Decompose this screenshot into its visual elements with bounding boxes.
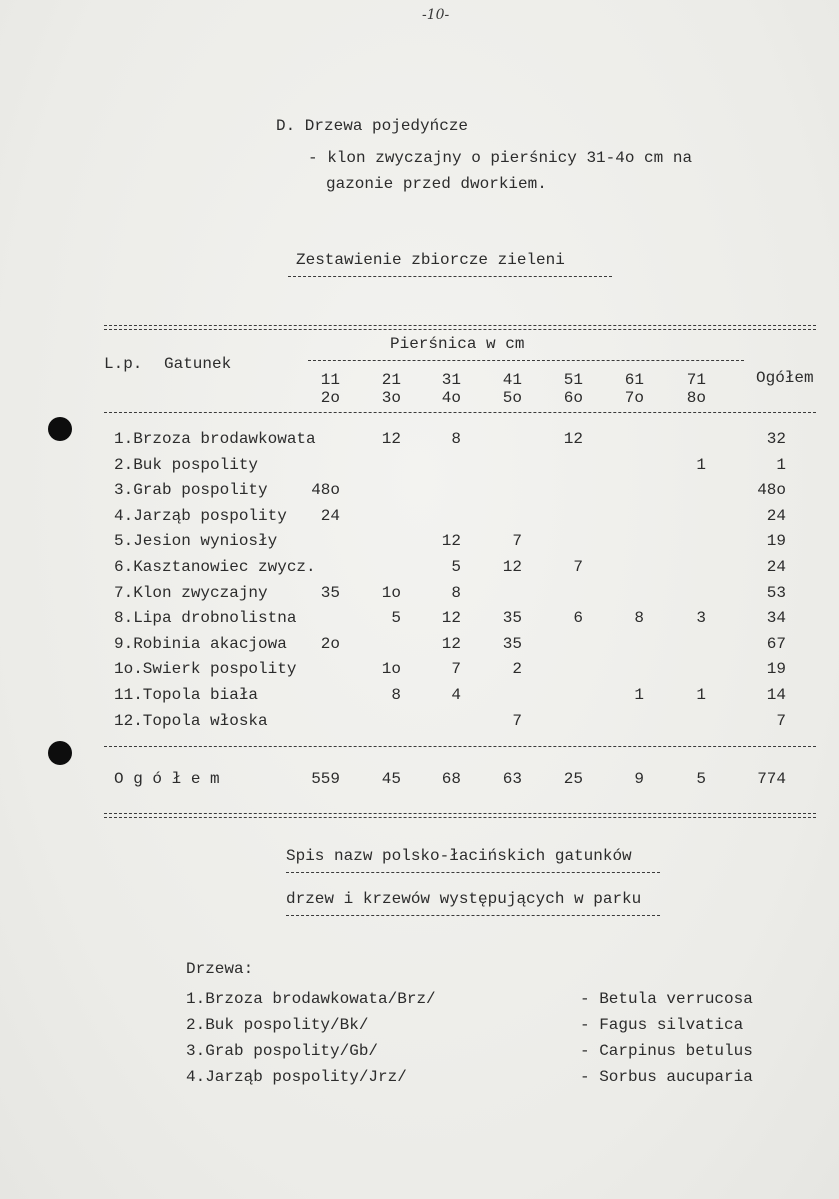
header-rule <box>104 412 816 413</box>
lp-header: L.p. <box>104 355 143 373</box>
tree-polish-name: 4.Jarząb pospolity/Jrz/ <box>186 1068 407 1086</box>
range-to: 6o <box>563 389 583 407</box>
row-value: 8 <box>634 609 644 627</box>
row-value: 12 <box>381 430 401 448</box>
range-from: 21 <box>381 371 401 389</box>
column-total: 559 <box>311 770 340 788</box>
row-value: 24 <box>320 507 340 525</box>
row-species: 1.Brzoza brodawkowata <box>114 430 316 448</box>
row-value: 2o <box>320 635 340 653</box>
range-to: 2o <box>320 389 340 407</box>
row-value: 35 <box>502 609 522 627</box>
range-to: 4o <box>441 389 461 407</box>
tree-latin-name: - Betula verrucosa <box>580 990 753 1008</box>
section-line-2: gazonie przed dworkiem. <box>326 175 547 193</box>
row-species: 9.Robinia akacjowa <box>114 635 287 653</box>
range-from: 61 <box>624 371 644 389</box>
column-total: 25 <box>563 770 583 788</box>
row-species: 7.Klon zwyczajny <box>114 584 268 602</box>
range-from: 41 <box>502 371 522 389</box>
names-title-line-2: drzew i krzewów występujących w parku <box>286 890 642 908</box>
range-from: 11 <box>320 371 340 389</box>
row-value: 12 <box>441 635 461 653</box>
column-total: 5 <box>696 770 706 788</box>
row-value: 2 <box>512 660 522 678</box>
names-title-underline-1 <box>286 872 660 873</box>
body-rule <box>104 746 816 747</box>
row-species: 12.Topola włoska <box>114 712 268 730</box>
row-value: 8 <box>391 686 401 704</box>
tree-latin-name: - Carpinus betulus <box>580 1042 753 1060</box>
table-bottom-rule <box>104 813 816 818</box>
range-to: 8o <box>686 389 706 407</box>
row-total: 34 <box>766 609 786 627</box>
range-from: 51 <box>563 371 583 389</box>
row-value: 12 <box>441 532 461 550</box>
row-species: 4.Jarząb pospolity <box>114 507 287 525</box>
row-value: 12 <box>502 558 522 576</box>
totals-label: O g ó ł e m <box>114 770 220 788</box>
row-value: 4 <box>451 686 461 704</box>
row-species: 6.Kasztanowiec zwycz. <box>114 558 316 576</box>
row-species: 5.Jesion wyniosły <box>114 532 278 550</box>
row-value: 1o <box>381 660 401 678</box>
page-number: -10- <box>422 7 450 23</box>
row-total: 67 <box>766 635 786 653</box>
section-line-1: - klon zwyczajny o pierśnicy 31-4o cm na <box>308 149 693 167</box>
table-top-rule <box>104 325 816 330</box>
row-total: 14 <box>766 686 786 704</box>
row-value: 6 <box>573 609 583 627</box>
column-total: 9 <box>634 770 644 788</box>
row-value: 5 <box>391 609 401 627</box>
row-value: 1 <box>634 686 644 704</box>
column-total: 68 <box>441 770 461 788</box>
total-header: Ogółem <box>756 369 814 387</box>
row-total: 19 <box>766 660 786 678</box>
grand-total: 774 <box>757 770 786 788</box>
tree-polish-name: 3.Grab pospolity/Gb/ <box>186 1042 379 1060</box>
names-title-line-1: Spis nazw polsko-łacińskich gatunków <box>286 847 632 865</box>
tree-latin-name: - Fagus silvatica <box>580 1016 744 1034</box>
row-species: 11.Topola biała <box>114 686 259 704</box>
column-total: 45 <box>381 770 401 788</box>
row-total: 53 <box>766 584 786 602</box>
row-value: 8 <box>451 584 461 602</box>
row-species: 2.Buk pospolity <box>114 456 259 474</box>
row-value: 7 <box>512 712 522 730</box>
row-total: 48o <box>757 481 786 499</box>
summary-title-underline <box>288 276 612 277</box>
range-from: 31 <box>441 371 461 389</box>
section-title: D. Drzewa pojedyńcze <box>276 117 469 135</box>
range-to: 7o <box>624 389 644 407</box>
row-species: 8.Lipa drobnolistna <box>114 609 297 627</box>
diameter-header: Pierśnica w cm <box>390 335 525 353</box>
range-to: 5o <box>502 389 522 407</box>
row-total: 24 <box>766 507 786 525</box>
row-value: 35 <box>320 584 340 602</box>
column-total: 63 <box>502 770 522 788</box>
row-value: 7 <box>451 660 461 678</box>
range-from: 71 <box>686 371 706 389</box>
range-to: 3o <box>381 389 401 407</box>
trees-label: Drzewa: <box>186 960 254 978</box>
row-value: 48o <box>311 481 340 499</box>
tree-polish-name: 2.Buk pospolity/Bk/ <box>186 1016 369 1034</box>
punch-hole <box>48 741 72 765</box>
row-value: 1 <box>696 686 706 704</box>
row-total: 7 <box>776 712 786 730</box>
row-total: 32 <box>766 430 786 448</box>
summary-title: Zestawienie zbiorcze zieleni <box>296 251 565 269</box>
row-total: 24 <box>766 558 786 576</box>
row-value: 35 <box>502 635 522 653</box>
names-title-underline-2 <box>286 915 660 916</box>
species-header: Gatunek <box>164 355 232 373</box>
row-value: 3 <box>696 609 706 627</box>
tree-latin-name: - Sorbus aucuparia <box>580 1068 753 1086</box>
row-value: 12 <box>563 430 583 448</box>
tree-polish-name: 1.Brzoza brodawkowata/Brz/ <box>186 990 436 1008</box>
row-species: 1o.Swierk pospolity <box>114 660 297 678</box>
row-total: 1 <box>776 456 786 474</box>
row-value: 12 <box>441 609 461 627</box>
row-value: 8 <box>451 430 461 448</box>
diameter-header-rule <box>308 360 744 361</box>
row-value: 5 <box>451 558 461 576</box>
row-value: 1o <box>381 584 401 602</box>
row-value: 1 <box>696 456 706 474</box>
row-value: 7 <box>573 558 583 576</box>
row-total: 19 <box>766 532 786 550</box>
punch-hole <box>48 417 72 441</box>
row-species: 3.Grab pospolity <box>114 481 268 499</box>
row-value: 7 <box>512 532 522 550</box>
